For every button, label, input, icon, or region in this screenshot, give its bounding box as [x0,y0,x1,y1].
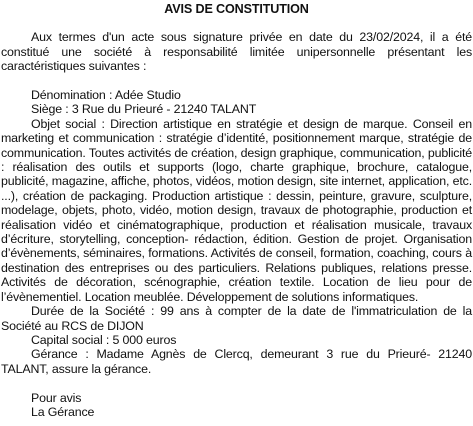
closing-line: Pour avis [31,390,82,405]
gerance-paragraph: Gérance : Madame Agnès de Clercq, demeurant 3 rue du Prieuré- 21240 TALANT, assure la gérance. [1,347,472,376]
notice-title: AVIS DE CONSTITUTION [164,2,309,16]
spacer [1,376,472,390]
objet-paragraph: Objet social : Direction artistique en stratégie et design de marque. Conseil en marketing et communication : stratégie d’identité, positionnement marque, stratégie de communication. Toutes activités de création, design graphique, communication, publicité : réalisation des outils et supports (logo, charte graphique, brochure, catalogue, publicité, magazine, affiche, photos, vidéos, motion design, site internet, application, etc. ...), création de packaging. Production artistique : dessin, peinture, gravure, sculpture, modelage, objets, photo, vidéo, motion design, travaux de photographie, production et réalisation vidéo et cinématographique, production et réalisation musicale, travaux d’écriture, storytelling, conception- rédaction, édition. Gestion de projet. Organisation d’évènements, séminaires, formations. Activités de conseil, formation, coaching, cours à destination des entreprises ou des particuliers. Relations publiques, relations presse. Activités de décoration, scénographie, création textile. Location de lieu pour de l’évènementiel. Location meublée. Développement de solutions informatiques. [1,116,472,304]
siege-line: Siège : 3 Rue du Prieuré - 21240 TALANT [31,102,257,117]
spacer [1,74,472,88]
capital-line: Capital social : 5 000 euros [31,332,177,347]
signature-line: La Gérance [31,404,95,419]
duree-paragraph: Durée de la Société : 99 ans à compter de la date de l'immatriculation de la Société au RCS de DIJON [1,304,472,333]
denomination-line: Dénomination : Adée Studio [31,88,181,103]
intro-paragraph: Aux termes d'un acte sous signature privée en date du 23/02/2024, il a été constitué une société à responsabilité limitée unipersonnelle présentant les caractéristiques suivantes : [1,30,472,74]
